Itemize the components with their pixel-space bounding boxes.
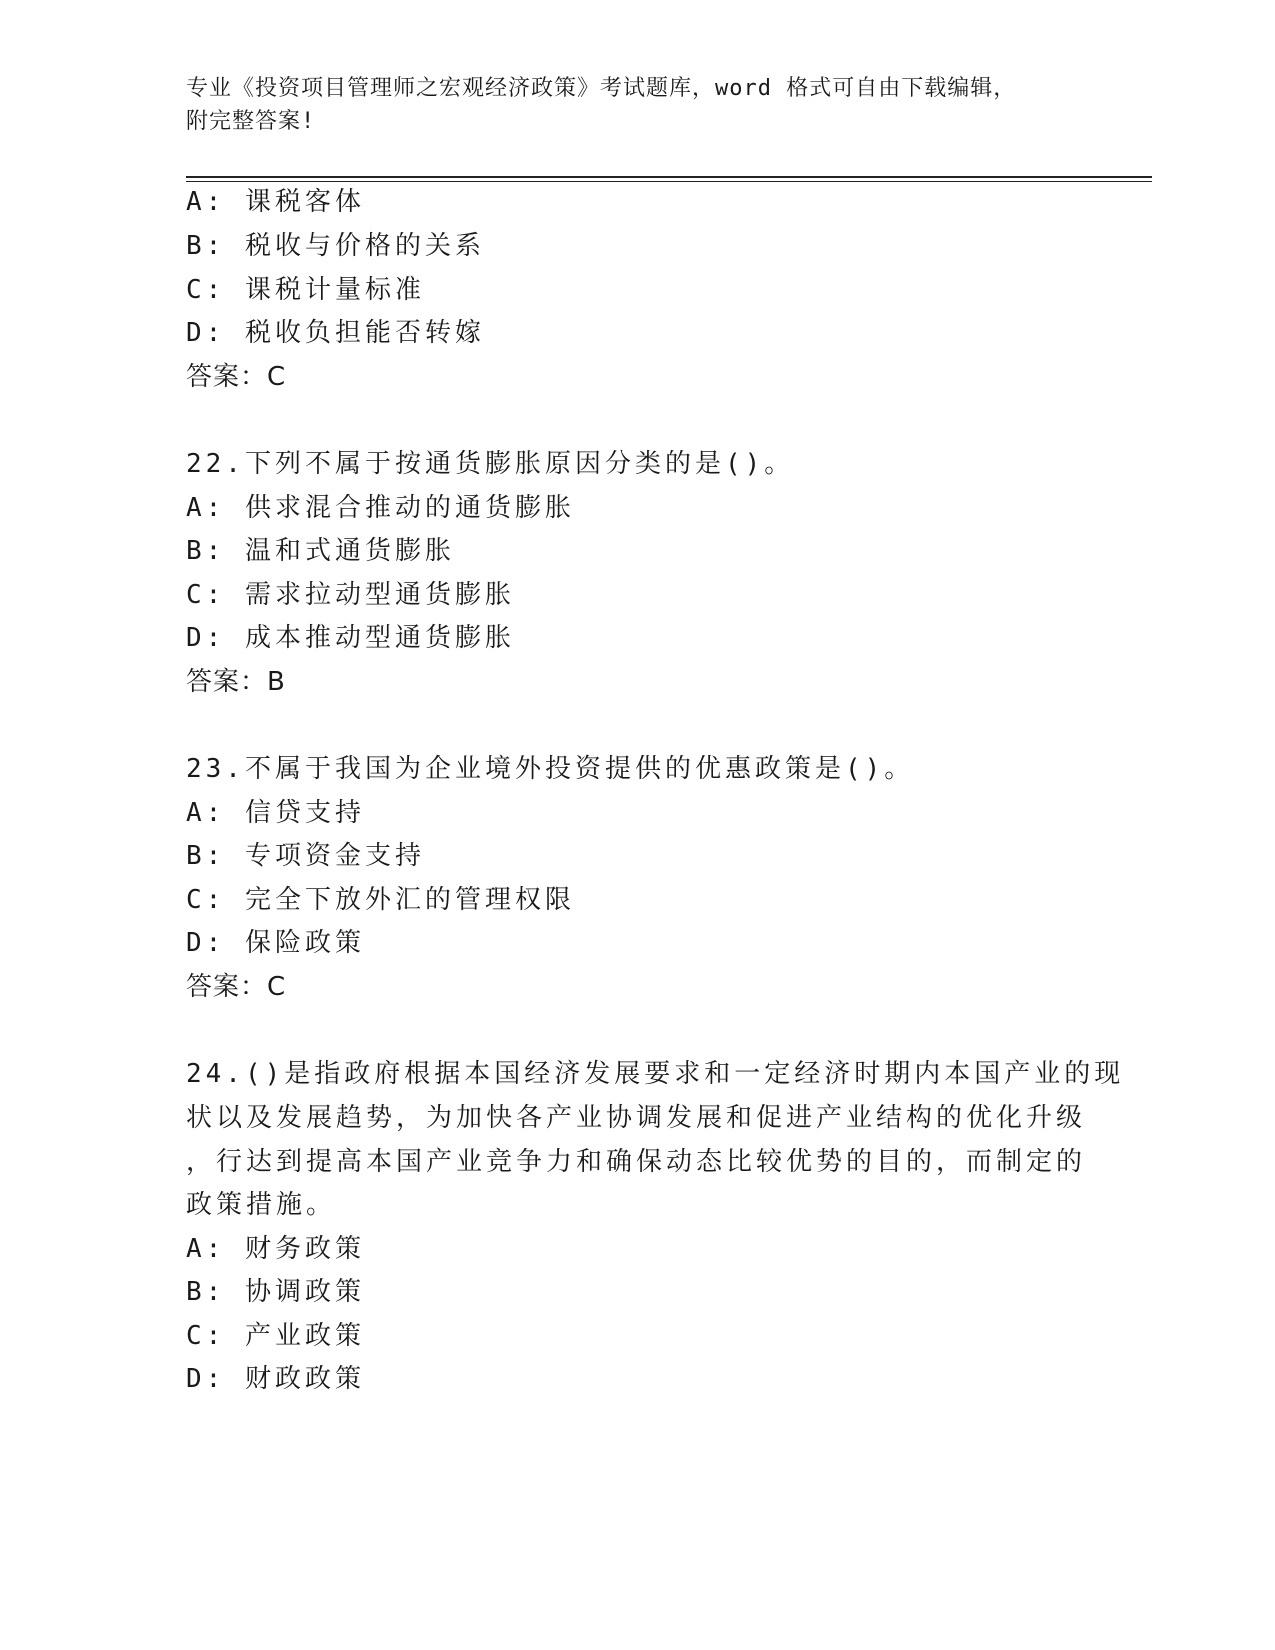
q21-option-a: A: 课税客体 [186, 187, 365, 217]
q22-option-b: B: 温和式通货膨胀 [186, 536, 455, 566]
q24-stem-line-3: ，行达到提高本国产业竞争力和确保动态比较优势的目的，而制定的 [186, 1147, 1087, 1177]
q21-answer: 答案：C [186, 362, 287, 392]
q23-answer: 答案：C [186, 972, 287, 1002]
header-line-1: 专业《投资项目管理师之宏观经济政策》考试题库，word 格式可自由下载编辑， [186, 76, 1017, 101]
q21-option-c: C: 课税计量标准 [186, 275, 425, 305]
q24-stem-line-1: 24.()是指政府根据本国经济发展要求和一定经济时期内本国产业的现 [186, 1059, 1125, 1089]
q23-option-c: C: 完全下放外汇的管理权限 [186, 885, 575, 915]
q24-option-c: C: 产业政策 [186, 1321, 365, 1351]
q22-answer: 答案：B [186, 667, 286, 697]
q22-option-a: A: 供求混合推动的通货膨胀 [186, 493, 575, 523]
q22-stem: 22.下列不属于按通货膨胀原因分类的是()。 [186, 449, 795, 479]
q21-option-d: D: 税收负担能否转嫁 [186, 318, 485, 348]
header-line-2: 附完整答案! [186, 109, 316, 134]
q23-option-a: A: 信贷支持 [186, 798, 365, 828]
q24-option-d: D: 财政政策 [186, 1364, 365, 1394]
q23-stem: 23.不属于我国为企业境外投资提供的优惠政策是()。 [186, 754, 915, 784]
header-divider [186, 176, 1152, 182]
q23-option-d: D: 保险政策 [186, 928, 365, 958]
q22-option-c: C: 需求拉动型通货膨胀 [186, 580, 515, 610]
q24-stem-line-2: 状以及发展趋势，为加快各产业协调发展和促进产业结构的优化升级 [186, 1103, 1087, 1133]
document-header [186, 72, 1086, 138]
q23-option-b: B: 专项资金支持 [186, 841, 425, 871]
q21-option-b: B: 税收与价格的关系 [186, 231, 485, 261]
q24-option-a: A: 财务政策 [186, 1234, 365, 1264]
q24-stem-line-4: 政策措施。 [186, 1190, 337, 1220]
q24-option-b: B: 协调政策 [186, 1277, 365, 1307]
q22-option-d: D: 成本推动型通货膨胀 [186, 623, 515, 653]
